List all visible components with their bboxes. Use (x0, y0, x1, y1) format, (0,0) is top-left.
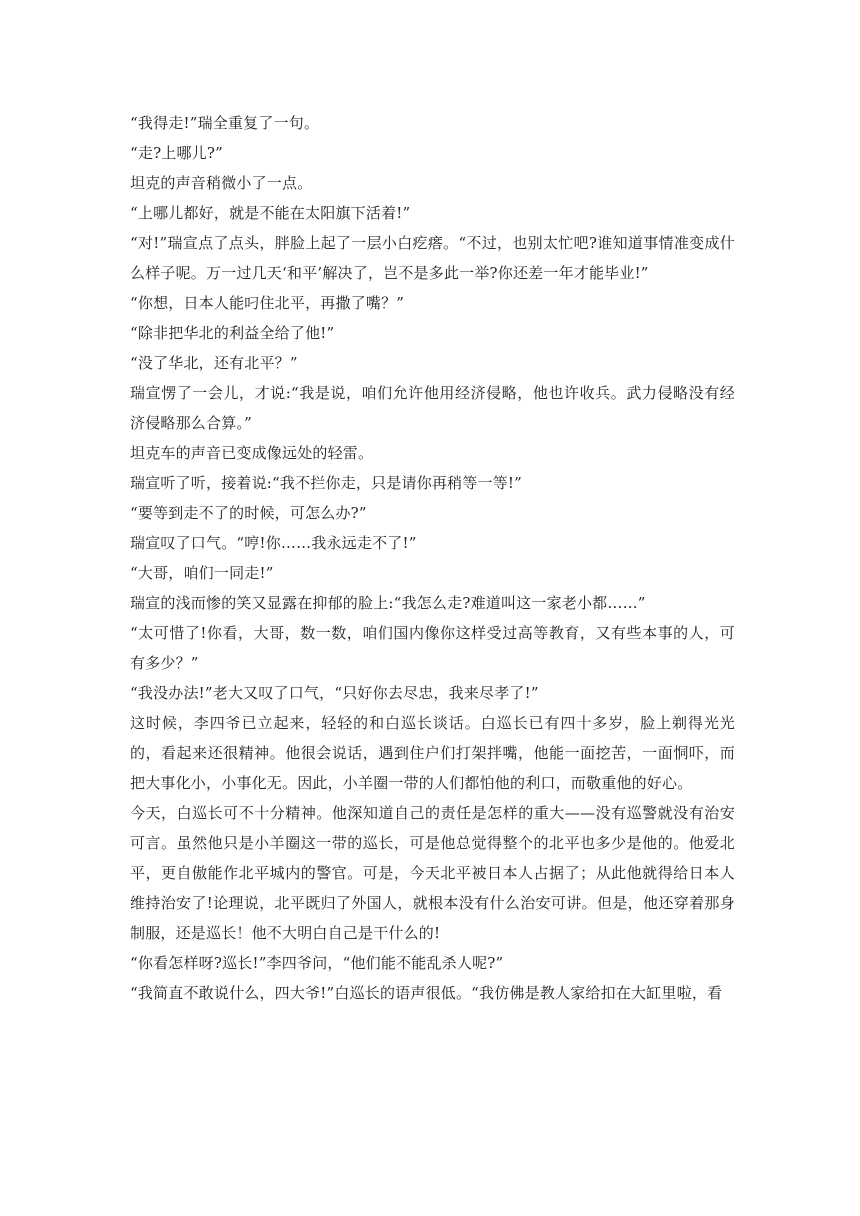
paragraph-3: 坦克的声音稍微小了一点。 (130, 174, 313, 192)
paragraph-5: “对!”瑞宣点了点头，胖脸上起了一层小白疙瘩。“不过，也别太忙吧?谁知道事情准变成什么样子呢。万一过几天‘和平’解决了，岂不是多此一举?你还差一年才能毕业!” (130, 234, 735, 282)
paragraph-12: “要等到走不了的时候，可怎么办?” (130, 504, 367, 522)
paragraph-9: 瑞宣愣了一会儿，才说:“我是说，咱们允许他用经济侵略，他也许收兵。武力侵略没有经济侵略那么合算。” (130, 384, 735, 432)
paragraph-21: “我简直不敢说什么，四大爷!”白巡长的语声很低。“我仿佛是教人家给扣在大缸里啦，看 (130, 984, 723, 1002)
paragraph-20: “你看怎样呀?巡长!”李四爷问，“他们能不能乱杀人呢?” (130, 954, 504, 972)
paragraph-15: 瑞宣的浅而惨的笑又显露在抑郁的脸上:“我怎么走?难道叫这一家老小都……” (130, 594, 646, 612)
paragraph-13: 瑞宣叹了口气。“哼!你……我永远走不了!” (130, 534, 417, 552)
paragraph-18: 这时候，李四爷已立起来，轻轻的和白巡长谈话。白巡长已有四十多岁，脸上剃得光光的，看起来还很精神。他很会说话，遇到住户们打架拌嘴，他能一面挖苦，一面恫吓，而把大事化小，小事化无。因此，小羊圈一带的人们都怕他的利口，而敬重他的好心。 (130, 714, 735, 792)
paragraph-14: “大哥，咱们一同走!” (130, 564, 274, 582)
paragraph-4: “上哪儿都好，就是不能在太阳旗下活着!” (130, 204, 411, 222)
paragraph-11: 瑞宣听了听，接着说:“我不拦你走，只是请你再稍等一等!” (130, 474, 523, 492)
paragraph-19: 今天，白巡长可不十分精神。他深知道自己的责任是怎样的重大——没有巡警就没有治安可言。虽然他只是小羊圈这一带的巡长，可是他总觉得整个的北平也多少是他的。他爱北平，更自傲能作北平城内的警官。可是，今天北平被日本人占据了；从此他就得给日本人维持治安了!论理说，北平既归了外国人，就根本没有什么治安可讲。但是，他还穿着那身制服，还是巡长！他不大明白自己是干什么的! (130, 804, 735, 942)
document-body (130, 108, 735, 1008)
paragraph-2: “走?上哪儿?” (130, 144, 224, 162)
paragraph-1: “我得走!”瑞全重复了一句。 (130, 114, 320, 132)
paragraph-16: “太可惜了!你看，大哥，数一数，咱们国内像你这样受过高等教育，又有些本事的人，可有多少？” (130, 624, 735, 672)
paragraph-6: “你想，日本人能叼住北平，再撒了嘴？” (130, 294, 405, 312)
paragraph-8: “没了华北，还有北平？” (130, 354, 298, 372)
paragraph-17: “我没办法!”老大又叹了口气，“只好你去尽忠，我来尽孝了!” (130, 684, 539, 702)
paragraph-10: 坦克车的声音已变成像远处的轻雷。 (130, 444, 374, 462)
paragraph-7: “除非把华北的利益全给了他!” (130, 324, 335, 342)
